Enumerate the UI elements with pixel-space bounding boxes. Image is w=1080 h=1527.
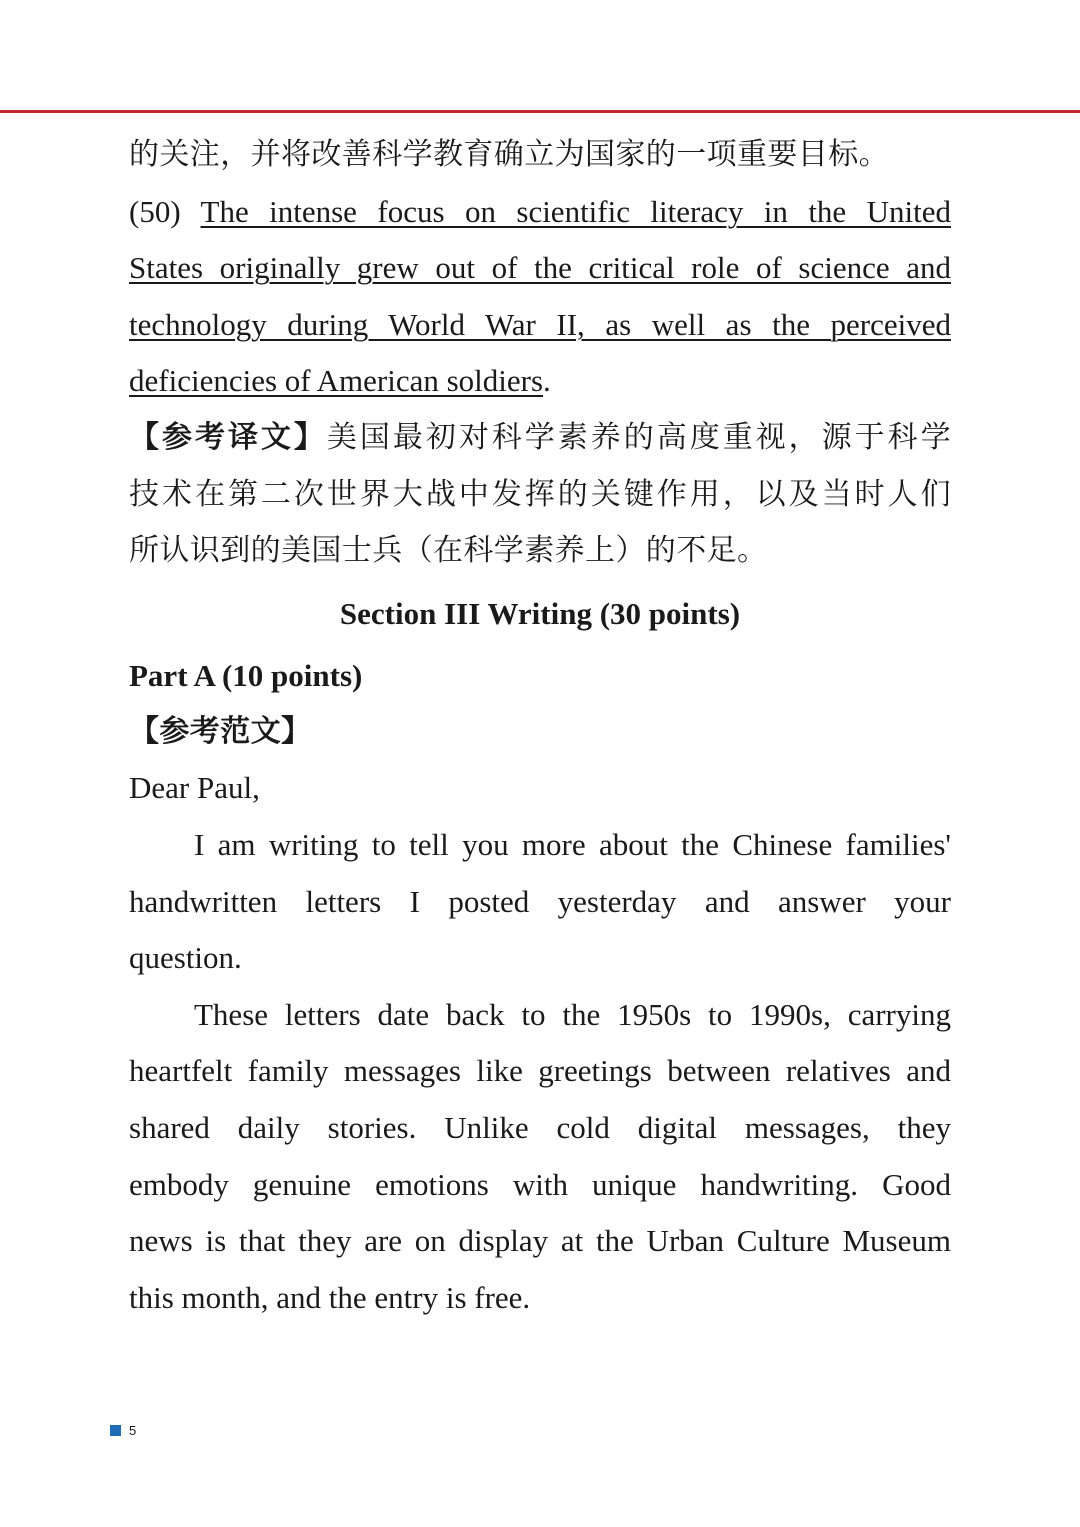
sample-label: 【参考范文】 — [129, 713, 312, 749]
q50-sentence-line: States originally grew out of the critical role of science and — [129, 250, 951, 286]
letter-paragraph-2-line: embody genuine emotions with unique handwriting. Good — [129, 1166, 951, 1202]
letter-paragraph-2-line: news is that they are on display at the Urban Culture Museum — [129, 1223, 951, 1259]
letter-salutation: Dear Paul, — [129, 770, 260, 806]
translation-text: 所认识到的美国士兵（在科学素养上）的不足。 — [129, 533, 768, 569]
q50-number: (50) — [129, 193, 201, 229]
header-rule — [0, 110, 1080, 113]
letter-paragraph-1-line: I am writing to tell you more about the Chinese families' — [194, 826, 951, 862]
letter-paragraph-2-line: heartfelt family messages like greetings between relatives and — [129, 1053, 951, 1089]
footer-square-icon — [110, 1425, 121, 1436]
q50-end-punct: . — [543, 363, 551, 399]
q50-sentence-line: deficiencies of American soldiers — [129, 363, 544, 399]
page-number: 5 — [129, 1423, 137, 1438]
letter-paragraph-2-line: shared daily stories. Unlike cold digital messages, they — [129, 1109, 951, 1145]
page-footer — [110, 1423, 136, 1438]
intro-line: 的关注，并将改善科学教育确立为国家的一项重要目标。 — [129, 137, 889, 172]
q50-line-4 — [129, 353, 951, 410]
translation-label: 【参考译文】 — [129, 419, 327, 455]
letter-paragraph-2-line: These letters date back to the 1950s to 1990s, carrying — [194, 996, 951, 1032]
translation-line-1 — [129, 410, 951, 467]
section-title: Section III Writing (30 points) — [339, 595, 741, 631]
letter-paragraph-1-line: handwritten letters I posted yesterday and answer your — [129, 883, 951, 919]
translation-text: 技术在第二次世界大战中发挥的关键作用，以及当时人们 — [129, 476, 951, 512]
page-content — [129, 127, 951, 1326]
q50-line-1 — [129, 184, 951, 241]
q50-sentence-line: The intense focus on scientific literacy in the United — [200, 193, 951, 229]
part-title: Part A (10 points) — [129, 657, 363, 693]
q50-sentence-line: technology during World War II, as well as the perceived — [129, 306, 951, 342]
translation-text: 美国最初对科学素养的高度重视，源于科学 — [326, 419, 951, 455]
letter-paragraph-2-line: this month, and the entry is free. — [129, 1279, 531, 1315]
letter-paragraph-1-line: question. — [129, 940, 242, 976]
